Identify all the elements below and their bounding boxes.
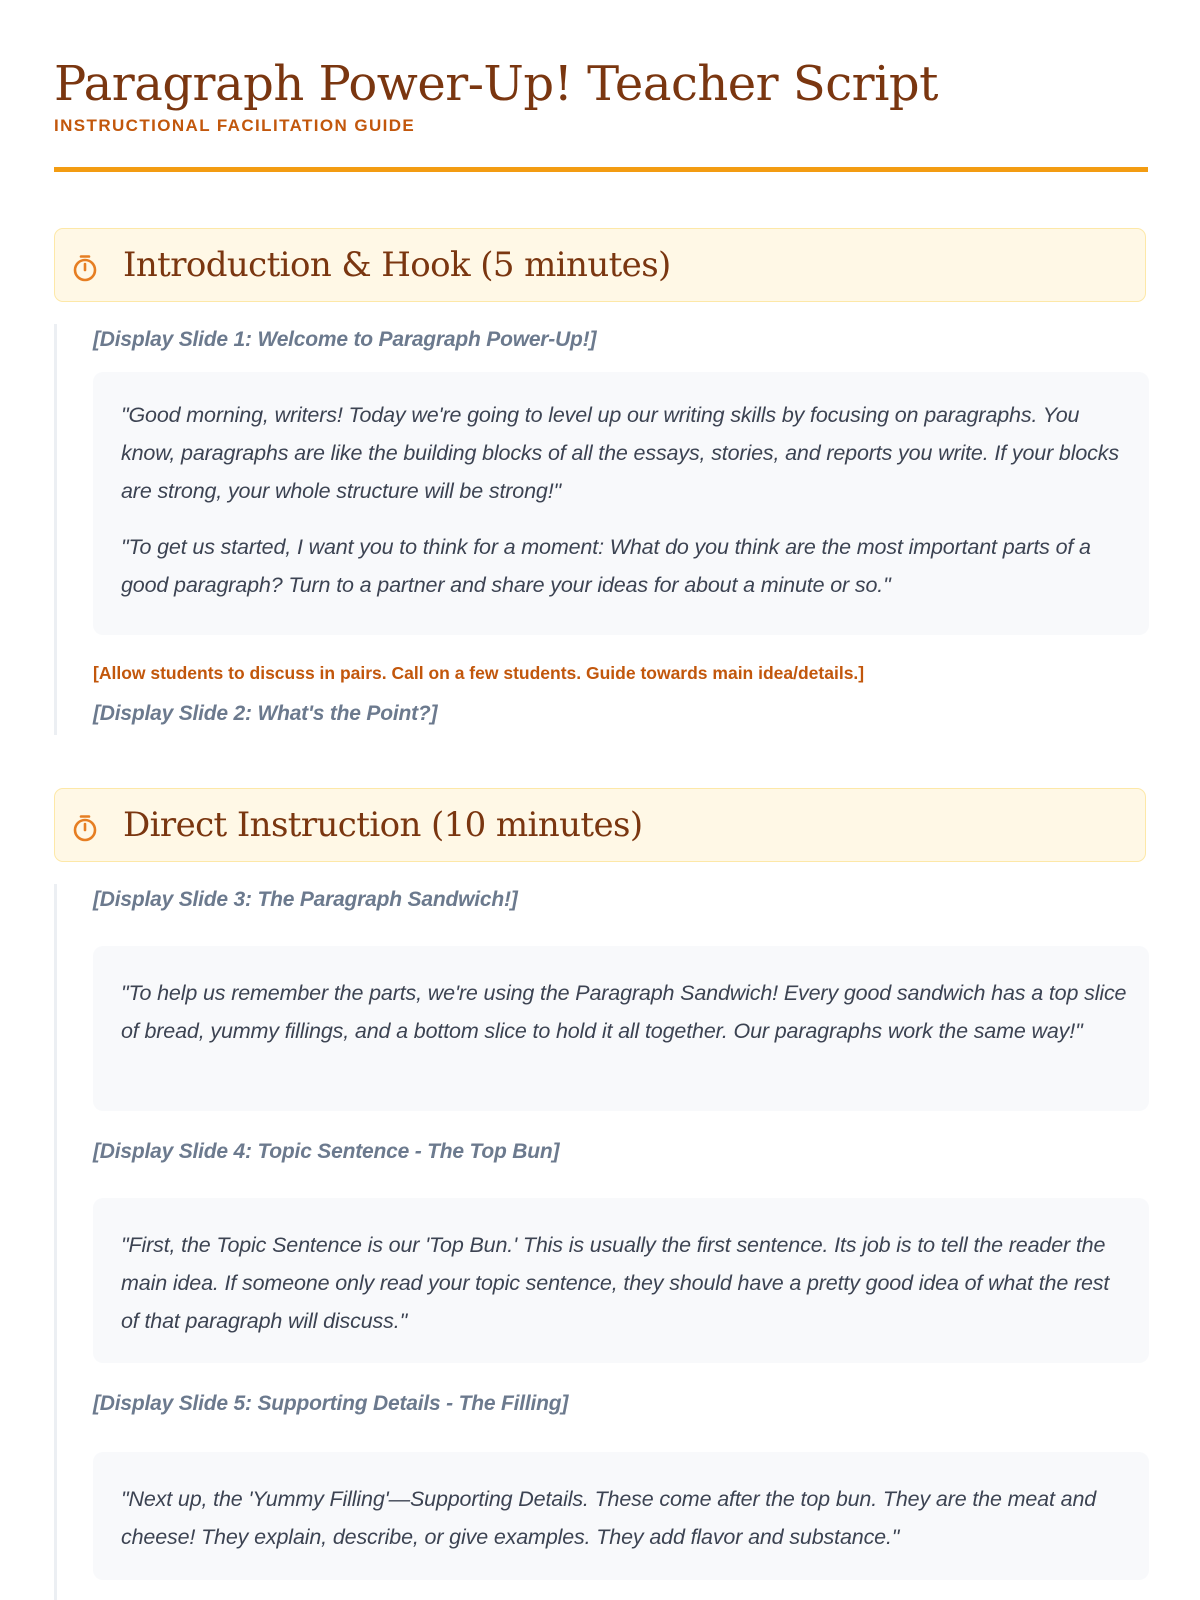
stage-direction-note: [Allow students to discuss in pairs. Call on a few students. Guide towards main idea/details.]	[93, 663, 865, 683]
section-header-direct-instruction	[54, 788, 1146, 862]
script-box	[93, 946, 1149, 1111]
title-divider	[54, 167, 1148, 172]
timer-icon	[72, 254, 98, 282]
slide-cue: [Display Slide 3: The Paragraph Sandwich!]	[93, 888, 518, 911]
slide-cue: [Display Slide 1: Welcome to Paragraph Power-Up!]	[93, 328, 597, 351]
slide-cue: [Display Slide 2: What's the Point?]	[93, 702, 438, 725]
page-subtitle: INSTRUCTIONAL FACILITATION GUIDE	[54, 116, 416, 135]
section-body-direct-instruction	[54, 884, 1148, 1600]
script-paragraph: "To get us started, I want you to think for a moment: What do you think are the most important parts of a good paragraph? Turn to a partner and share your ideas for about a minute or so."	[121, 535, 1091, 597]
script-paragraph: "Next up, the 'Yummy Filling'—Supporting Details. These come after the top bun. They are the meat and cheese! They explain, describe, or give examples. They add flavor and substance."	[121, 1487, 1097, 1549]
section-title: Direct Instruction (10 minutes)	[123, 805, 643, 845]
page-title: Paragraph Power-Up! Teacher Script	[54, 56, 938, 112]
slide-cue: [Display Slide 5: Supporting Details - The Filling]	[93, 1392, 569, 1415]
section-title: Introduction & Hook (5 minutes)	[123, 245, 671, 285]
script-paragraph: "To help us remember the parts, we're using the Paragraph Sandwich! Every good sandwich has a top slice of bread, yummy fillings, and a bottom slice to hold it all together. Our paragraphs work the same way!"	[121, 981, 1127, 1043]
script-box	[93, 1198, 1149, 1363]
script-box	[93, 1452, 1149, 1580]
section-body-introduction	[54, 324, 1148, 735]
slide-cue: [Display Slide 4: Topic Sentence - The Top Bun]	[93, 1140, 560, 1163]
section-header-introduction	[54, 228, 1146, 302]
script-box	[93, 372, 1149, 635]
script-paragraph: "Good morning, writers! Today we're going to level up our writing skills by focusing on paragraphs. You know, paragraphs are like the building blocks of all the essays, stories, and reports you write. If your blocks are strong, your whole structure will be strong!"	[121, 403, 1119, 503]
timer-icon	[72, 814, 98, 842]
script-paragraph: "First, the Topic Sentence is our 'Top Bun.' This is usually the first sentence. Its job is to tell the reader the main idea. If someone only read your topic sentence, they should have a pretty good idea of what the rest of that paragraph will discuss."	[121, 1233, 1110, 1333]
